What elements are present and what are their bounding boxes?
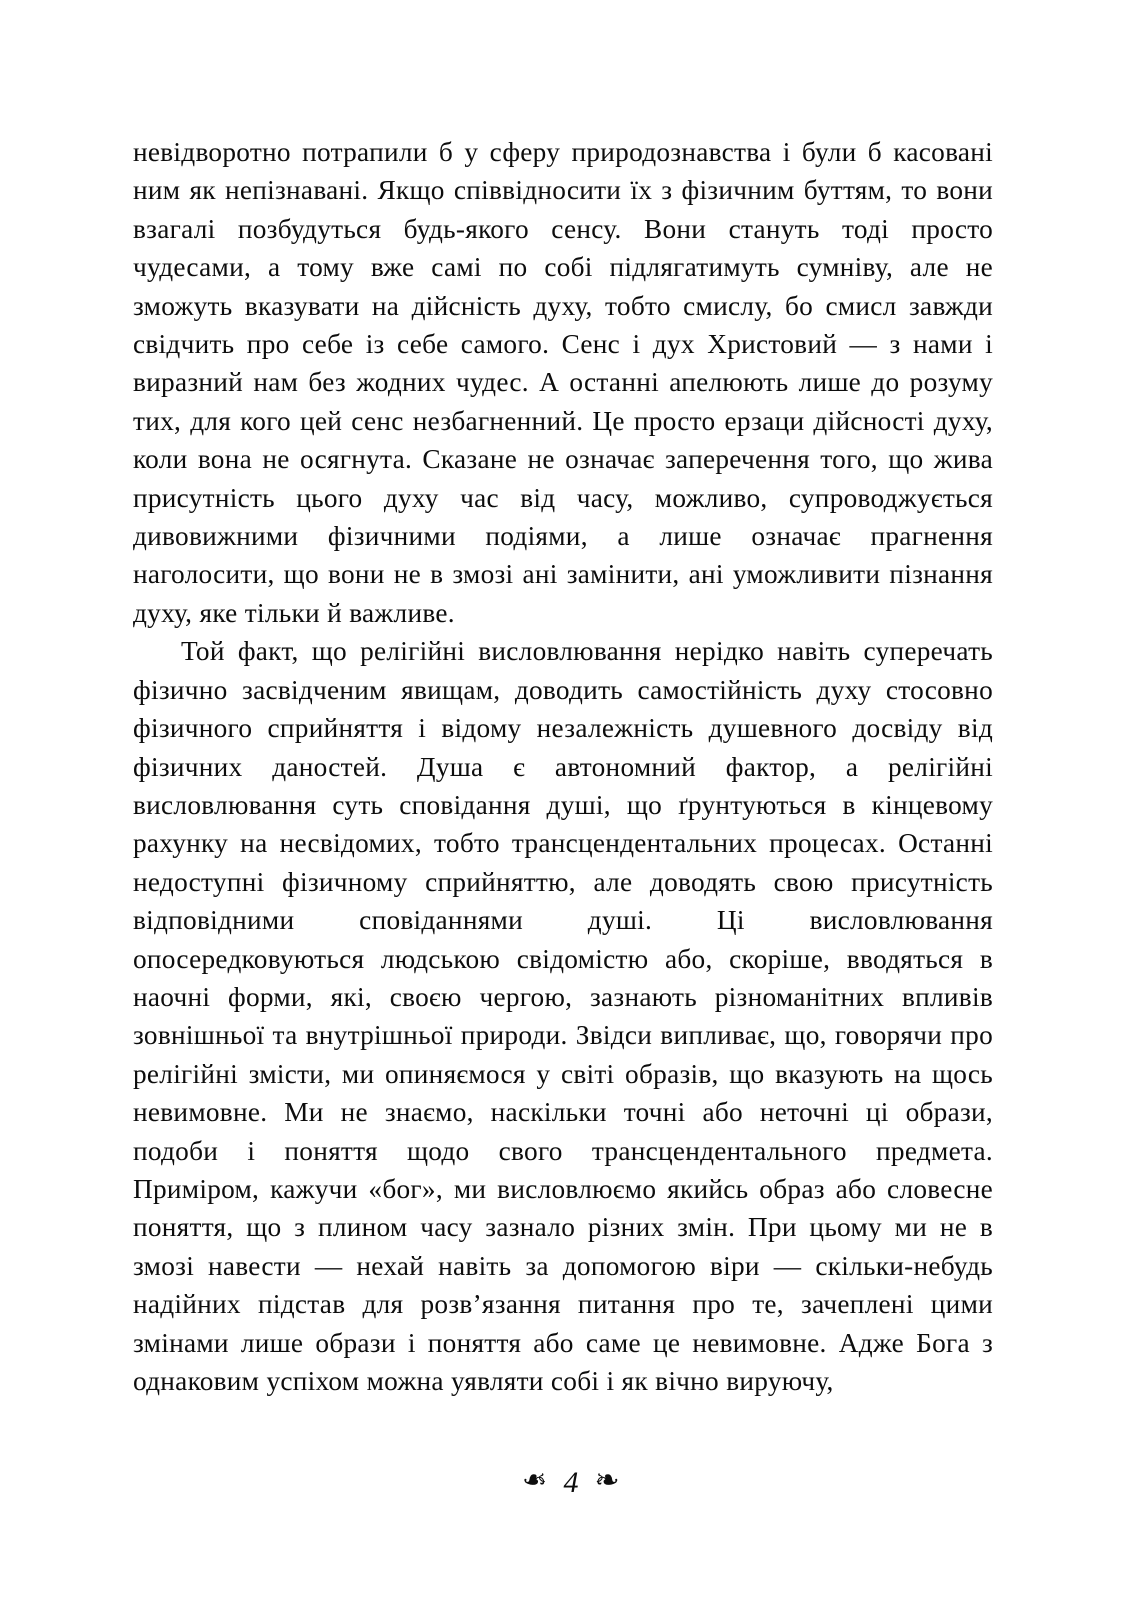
page-text-block: [133, 133, 993, 1400]
page-footer: [0, 1464, 1142, 1499]
paragraph-continuation: невідворотно потрапили б у сферу природознавства і були б касовані ним як непізнавані. Якщо співвідносити їх з фізичним буттям, то вони взагалі позбудуться будь-якого сенсу. Вони стануть тоді просто чудесами, а тому вже самі по собі підлягатимуть сумніву, але не зможуть вказувати на дійсність духу, тобто смислу, бо смисл завжди свідчить про себе із себе самого. Сенс і дух Христовий — з нами і виразний нам без жодних чудес. А останні апелюють лише до розуму тих, для кого цей сенс незбагненний. Це просто ерзаци дійсності духу, коли вона не осягнута. Сказане не означає заперечення того, що жива присутність цього духу час від часу, можливо, супроводжується дивовижними фізичними подіями, а лише означає прагнення наголосити, що вони не в змозі ані замінити, ані уможливити пізнання духу, яке тільки й важливе.: [133, 137, 993, 628]
page-number: 4: [563, 1466, 579, 1499]
leaf-ornament-right-icon: ❧: [594, 1464, 620, 1497]
leaf-ornament-left-icon: ❧: [522, 1464, 548, 1497]
paragraph-second: Той факт, що релігійні висловлювання нерідко навіть суперечать фізично засвідченим явищам, доводить самостійність духу стосовно фізичного сприйняття і відому незалежність душевного досвіду від фізичних даностей. Душа є автономний фактор, а релігійні висловлювання суть сповідання душі, що ґрунтуються в кінцевому рахунку на несвідомих, тобто трансцендентальних процесах. Останні недоступні фізичному сприйняттю, але доводять свою присутність відповідними сповіданнями душі. Ці висловлювання опосередковуються людською свідомістю або, скоріше, вводяться в наочні форми, які, своєю чергою, зазнають різноманітних впливів зовнішньої та внутрішньої природи. Звідси випливає, що, говорячи про релігійні змісти, ми опиняємося у світі образів, що вказують на щось невимовне. Ми не знаємо, наскільки точні або неточні ці образи, подоби і поняття щодо свого трансцендентального предмета. Приміром, кажучи «бог», ми висловлюємо якийсь образ або словесне поняття, що з плином часу зазнало різних змін. При цьому ми не в змозі навести — нехай навіть за допомогою віри — скільки-небудь надійних підстав для розв’язання питання про те, зачеплені цими змінами лише образи і поняття або саме це невимовне. Адже Бога з однаковим успіхом можна уявляти собі і як вічно вируючу,: [133, 636, 993, 1396]
